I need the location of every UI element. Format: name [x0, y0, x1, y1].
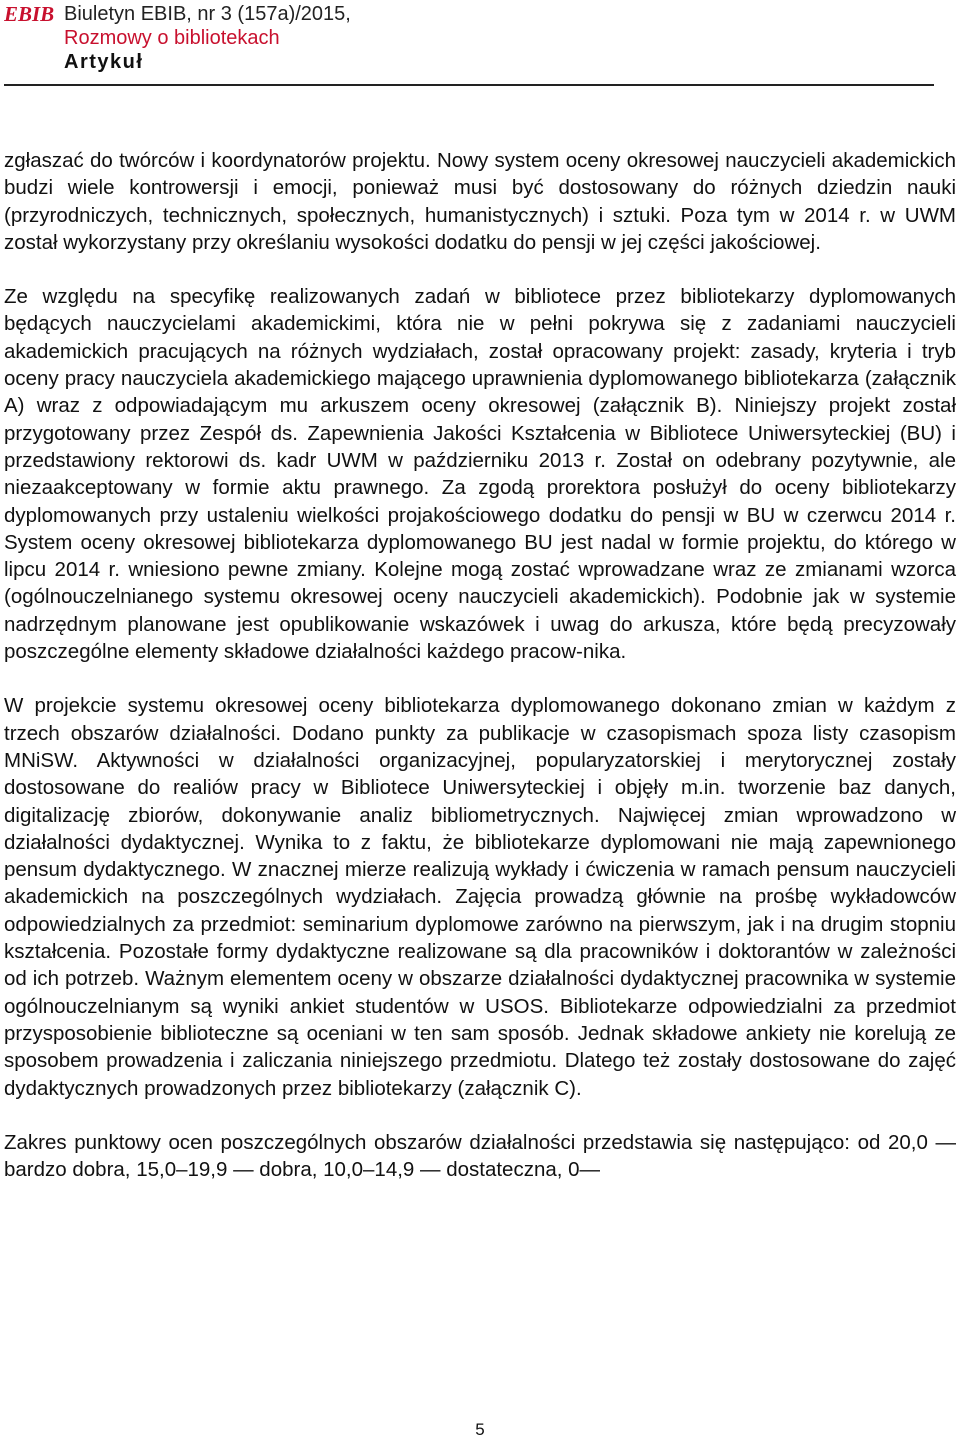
paragraph-1: zgłaszać do twórców i koordynatorów projektu. Nowy system oceny okresowej nauczycieli akademickich budzi wiele kontrowersji i emocji, ponieważ musi być dostosowany do różnych dziedzin nauki (przyrodniczych, technicznych, społecznych, humanistycznych) i sztuki. Poza tym w 2014 r. w UWM został wykorzystany przy określaniu wysokości dodatku do pensji w jej części jakościowej. [4, 149, 956, 254]
header-divider [4, 84, 934, 86]
article-type: Artykuł [64, 51, 144, 73]
paragraph-2: Ze względu na specyfikę realizowanych zadań w bibliotece przez bibliotekarzy dyplomowanych będących nauczycielami akademickimi, która nie w pełni pokrywa się z zadaniami nauczycieli akademickich pracujących na różnych wydziałach, został opracowany projekt: zasady, kryteria i tryb oceny pracy nauczyciela akademickiego mającego uprawnienia dyplomowanego bibliotekarza (załącznik A) wraz z odpowiadającym mu arkuszem oceny okresowej (załącznik B). Niniejszy projekt został przygotowany przez Zespół ds. Zapewnienia Jakości Kształcenia w Bibliotece Uniwersyteckiej (BU) i przedstawiony rektorowi ds. kadr UWM w październiku 2013 r. Został on odebrany pozytywnie, ale niezaakceptowany w formie aktu prawnego. Za zgodą prorektora posłużył do oceny bibliotekarzy dyplomowanych przy ustaleniu wielkości projakościowego dodatku do pensji w BU w czerwcu 2014 r. System oceny okresowej bibliotekarza dyplomowanego BU jest nadal w formie projektu, do którego w lipcu 2014 r. wniesiono pewne zmiany. Kolejne mogą zostać wprowadzane wraz ze zmianami wzorca (ogólnouczelnianego systemu okresowej oceny nauczycieli akademickich). Podobnie jak w systemie nadrzędnym planowane jest opublikowanie wskazówek i uwag do arkusza, które będą precyzowały poszczególne elementy składowe działalności każdego pracow-nika. [4, 285, 956, 664]
paragraph-4: Zakres punktowy ocen poszczególnych obszarów działalności przedstawia się następująco: od 20,0 — bardzo dobra, 15,0–19,9 — dobra, 10,0–14,9 — dostateczna, 0— [4, 1130, 956, 1182]
page-number: 5 [475, 1420, 485, 1439]
paragraph-3: W projekcie systemu okresowej oceny bibliotekarza dyplomowanego dokonano zmian w każdym z trzech obszarów działalności. Dodano punkty za publikacje w czasopismach spoza listy czasopism MNiSW. Aktywności w działalności organizacyjnej, popularyzatorskiej i merytorycznej zostały dostosowane do realiów pracy w Bibliotece Uniwersyteckiej i objęły m.in. tworzenie baz danych, digitalizację zbiorów, dokonywanie analiz bibliometrycznych. Najwięcej zmian wprowadzono w działalności dydaktycznej. Wynika to z faktu, że bibliotekarze dyplomowani nie mają zapewnionego pensum dydaktycznego. W znacznej mierze realizują wykłady i ćwiczenia w ramach pensum nauczycieli akademickich na poszczególnych wydziałach. Zajęcia prowadzą głównie na prośbę wykładowców odpowiedzialnych za przedmiot: seminarium dyplomowe zarówno na pierwszym, jak i na drugim stopniu kształcenia. Pozostałe formy dydaktyczne realizowane są dla pracowników i doktorantów w zależności od ich potrzeb. Ważnym elementem oceny w obszarze działalności dydaktycznej pracownika w systemie ogólnouczelnianym są wyniki ankiet studentów w USOS. Bibliotekarze odpowiedzialni za przedmiot przysposobienie biblioteczne są oceniani w ten sam sposób. Jednak składowe ankiety nie korelują ze sposobem prowadzenia i zaliczania niniejszego przedmiotu. Dlatego też zostały dostosowane do zajęć dydaktycznych prowadzonych przez bibliotekarzy (załącznik C). [4, 694, 956, 1100]
page-header [0, 0, 960, 92]
ebib-logo [4, 2, 60, 26]
article-body [4, 147, 956, 1183]
journal-title: Biuletyn EBIB, nr 3 (157a)/2015, [64, 3, 351, 25]
section-title: Rozmowy o bibliotekach [64, 27, 280, 49]
svg-text:EB: EB [4, 2, 33, 26]
logo-text-tail: IB [32, 2, 55, 26]
